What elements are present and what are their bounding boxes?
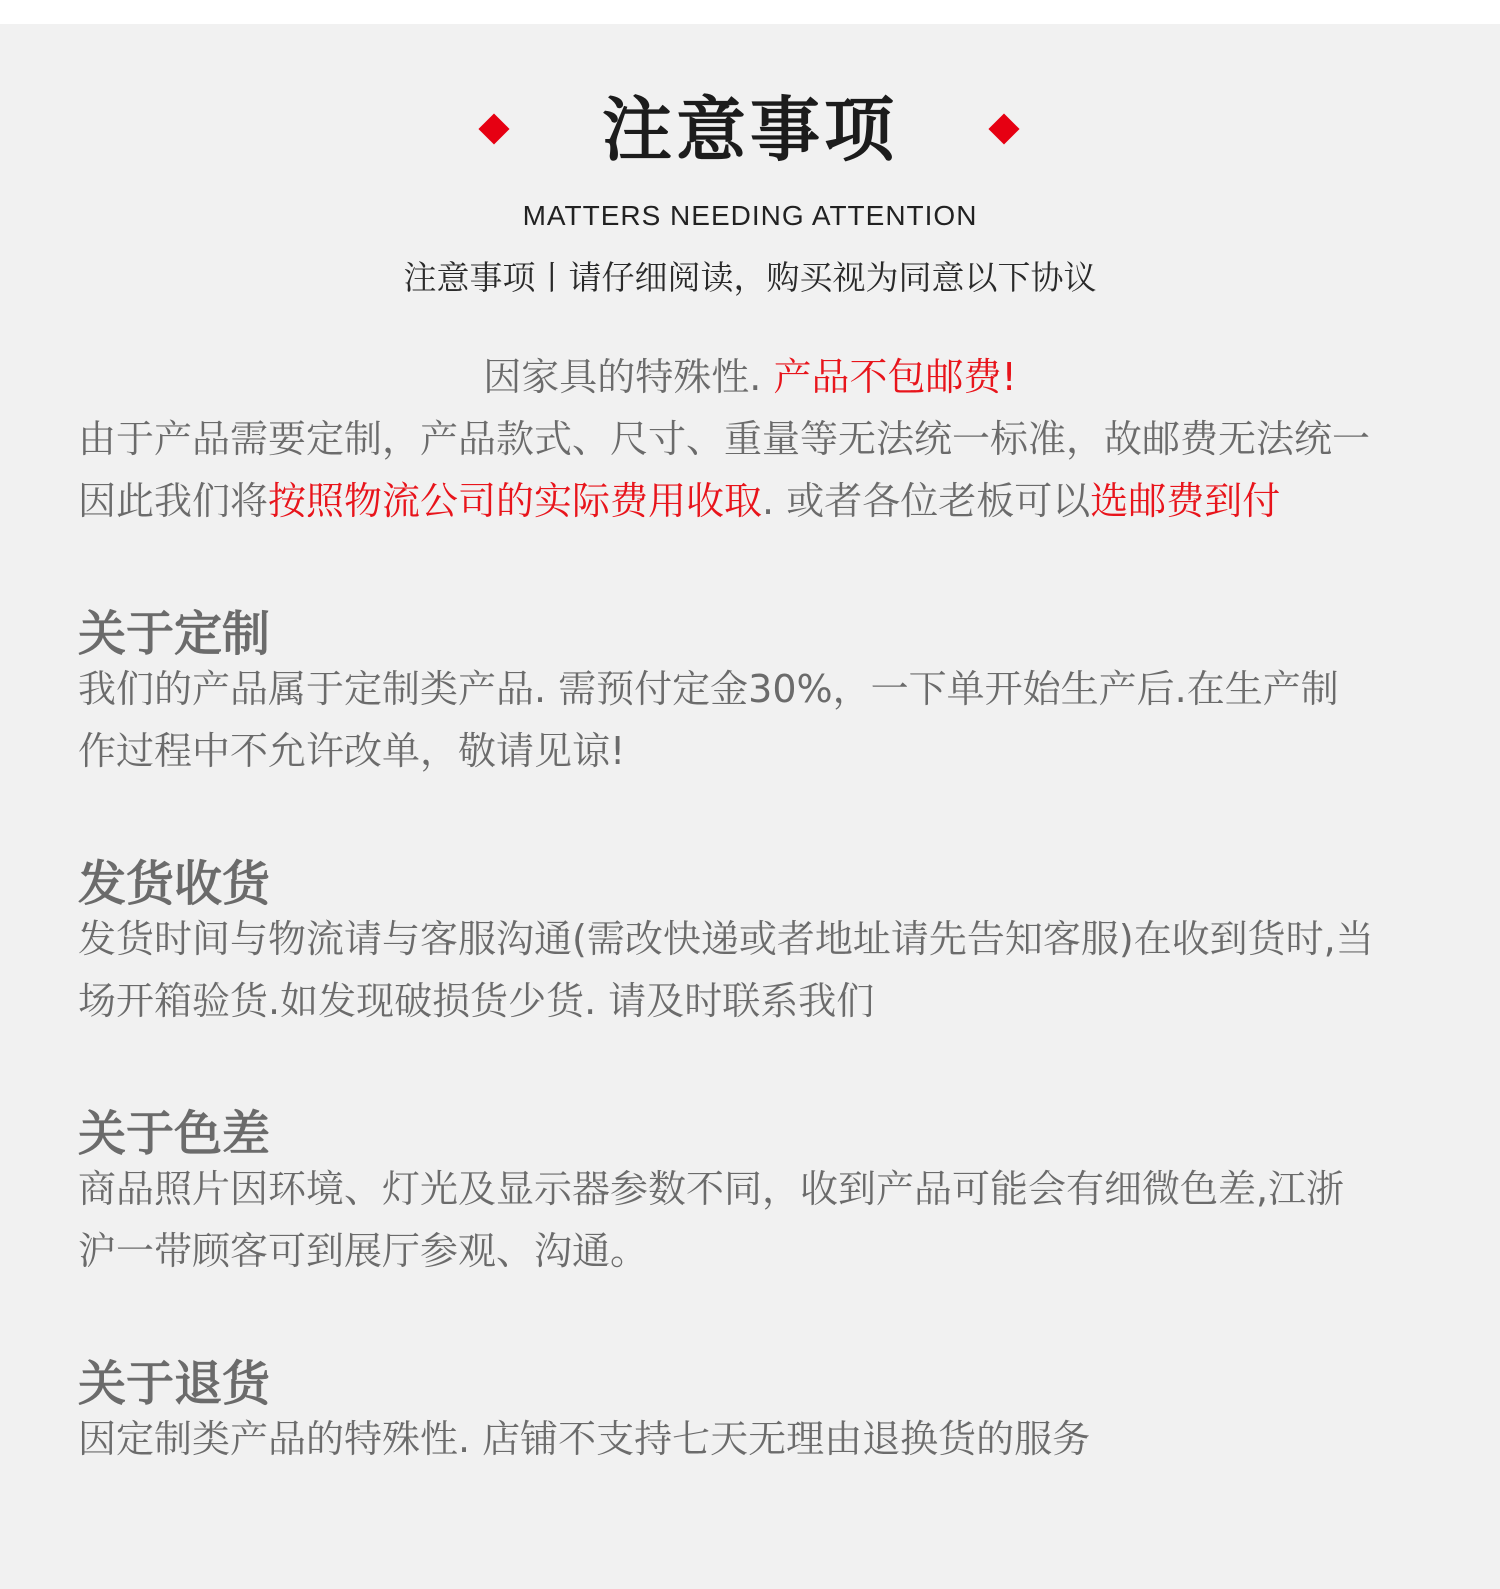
section-delivery-line-2: 场开箱验货.如发现破损货少货. 请及时联系我们 (78, 979, 875, 1023)
section-color-line-2: 沪一带顾客可到展厅参观、沟通。 (78, 1229, 649, 1273)
freight-collect-note: 选邮费到付 (1090, 479, 1281, 523)
section-custom-line-1: 我们的产品属于定制类产品. 需预付定金30%，一下单开始生产后.在生产制 (78, 667, 1339, 711)
shipping-line-1 (0, 346, 1500, 408)
no-free-shipping-note: 产品不包邮费! (773, 355, 1017, 399)
chinese-subtitle: 注意事项丨请仔细阅读，购买视为同意以下协议 (403, 258, 1097, 297)
page-title: 注意事项 (602, 89, 898, 171)
shipping-line-3 (78, 470, 1438, 532)
notice-page (0, 24, 1500, 1589)
shipping-text-a: 因此我们将 (78, 479, 269, 523)
section-color-line-1: 商品照片因环境、灯光及显示器参数不同，收到产品可能会有细微色差,江浙 (78, 1167, 1345, 1211)
shipping-note: 因家具的特殊性. (483, 355, 774, 399)
actual-fee-note: 按照物流公司的实际费用收取 (268, 479, 763, 523)
section-title-returns: 关于退货 (78, 1356, 271, 1412)
title-row (0, 90, 1500, 170)
section-title-delivery: 发货收货 (78, 856, 271, 912)
section-title-custom: 关于定制 (78, 606, 271, 662)
english-subtitle: MATTERS NEEDING ATTENTION (522, 200, 978, 231)
section-delivery-line-1: 发货时间与物流请与客服沟通(需改快递或者地址请先告知客服)在收到货时,当 (78, 917, 1374, 961)
shipping-text-b: . 或者各位老板可以 (762, 479, 1091, 523)
section-title-color: 关于色差 (78, 1106, 271, 1162)
section-returns-line-1: 因定制类产品的特殊性. 店铺不支持七天无理由退换货的服务 (78, 1417, 1091, 1461)
shipping-line-2: 由于产品需要定制，产品款式、尺寸、重量等无法统一标准，故邮费无法统一 (78, 417, 1371, 461)
section-custom-line-2: 作过程中不允许改单，敬请见谅! (78, 729, 626, 773)
